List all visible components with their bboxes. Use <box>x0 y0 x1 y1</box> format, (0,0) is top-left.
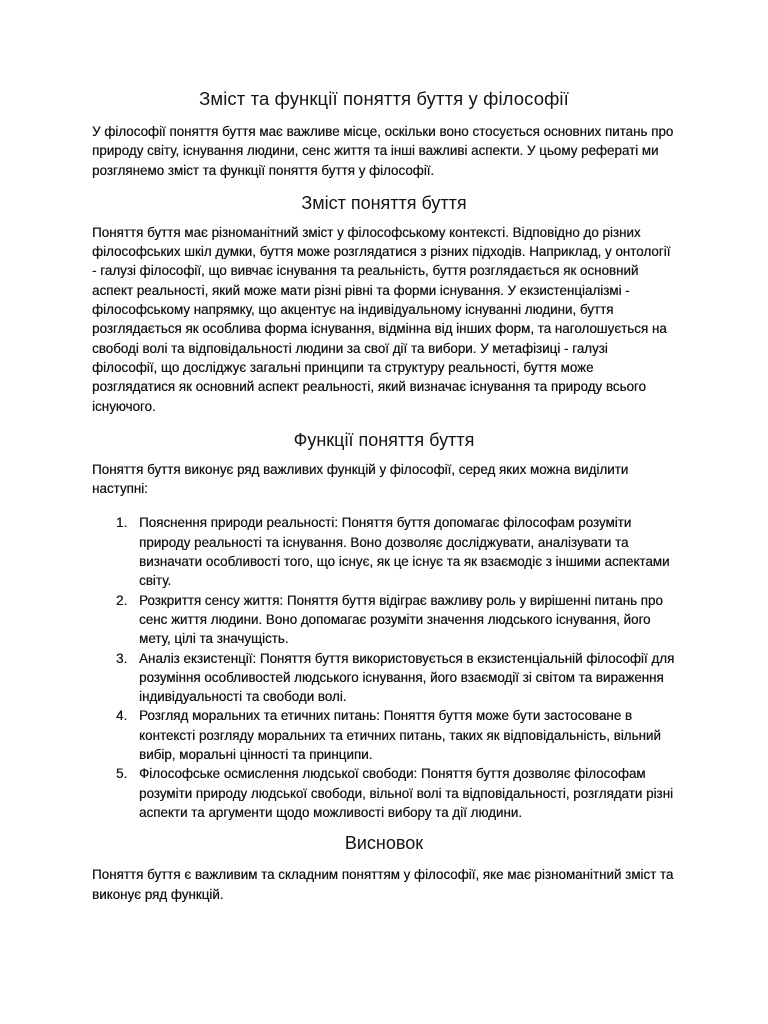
section-heading-functions: Функції поняття буття <box>293 429 475 450</box>
list-item-text: Аналіз екзистенції: Поняття буття використовується в екзистенціальній філософії для розуміння особливостей людського існування, його взаємодії зі світом та вираження індивідуальності та свободи волі. <box>139 650 675 705</box>
list-item-number: 4. <box>116 708 128 724</box>
list-item-text: Пояснення природи реальності: Поняття буття допомагає філософам розуміти природу реальності та існування. Воно дозволяє досліджувати, аналізувати та визначати особливості того, що існує, як це існує та як взаємодіє з іншими аспектами світу. <box>139 515 670 589</box>
section-heading-conclusion: Висновок <box>344 833 424 854</box>
list-item <box>92 591 676 649</box>
content-paragraph: Поняття буття має різноманітний зміст у філософському контексті. Відповідно до різних філософських шкіл думки, буття може розглядатися з різних підходів. Наприклад, у онтології - галузі філософії, що вивчає існування та реальність, буття розглядається як основний аспект реальності, який може мати різні рівні та форми існування. У екзистенціалізмі - філософському напрямку, що акцентує на індивідуальному існуванні людини, буття розглядається як особлива форма існування, відмінна від інших форм, та наголошується на свободі волі та відповідальності людини за свої дії та вибори. У метафізиці - галузі філософії, що досліджує загальні принципи та структуру реальності, буття може розглядатися як основний аспект реальності, який визначає існування та природу всього існуючого. <box>92 224 671 414</box>
intro-paragraph: У філософії поняття буття має важливе місце, оскільки воно стосується основних питань про природу світу, існування людини, сенс життя та інші важливі аспекти. У цьому рефераті ми розглянемо зміст та функції поняття буття у філософії. <box>92 124 674 178</box>
functions-list <box>92 513 676 822</box>
section-heading-content: Зміст поняття буття <box>301 192 467 213</box>
list-item-number: 2. <box>116 592 128 608</box>
list-item-text: Філософське осмислення людської свободи: Поняття буття дозволяє філософам розуміти природу людської свободи, вільної волі та відповідальності, розглядати різні аспекти та аргументи щодо можливості вибору та дії людини. <box>139 766 673 820</box>
functions-intro-paragraph: Поняття буття виконує ряд важливих функцій у філософії, серед яких можна виділити наступні: <box>92 461 629 497</box>
list-item <box>92 513 676 590</box>
list-item <box>92 649 676 707</box>
list-item <box>92 764 676 822</box>
list-item-number: 1. <box>116 515 128 531</box>
list-item-text: Розкриття сенсу життя: Поняття буття відіграє важливу роль у вирішенні питань про сенс життя людини. Воно допомагає розуміти значення людського існування, його мету, цілі та значущість. <box>139 592 663 647</box>
list-item-text: Розгляд моральних та етичних питань: Поняття буття може бути застосоване в контексті розгляду моральних та етичних питань, таких як відповідальність, вільний вибір, моральні цінності та принципи. <box>139 708 661 763</box>
list-item-number: 5. <box>116 766 128 782</box>
conclusion-paragraph: Поняття буття є важливим та складним поняттям у філософії, яке має різноманітний зміст та виконує ряд функцій. <box>92 867 674 902</box>
document-title: Зміст та функції поняття буття у філософії <box>199 88 569 109</box>
list-item-number: 3. <box>116 650 128 666</box>
document-page <box>92 86 676 904</box>
list-item <box>92 706 676 764</box>
